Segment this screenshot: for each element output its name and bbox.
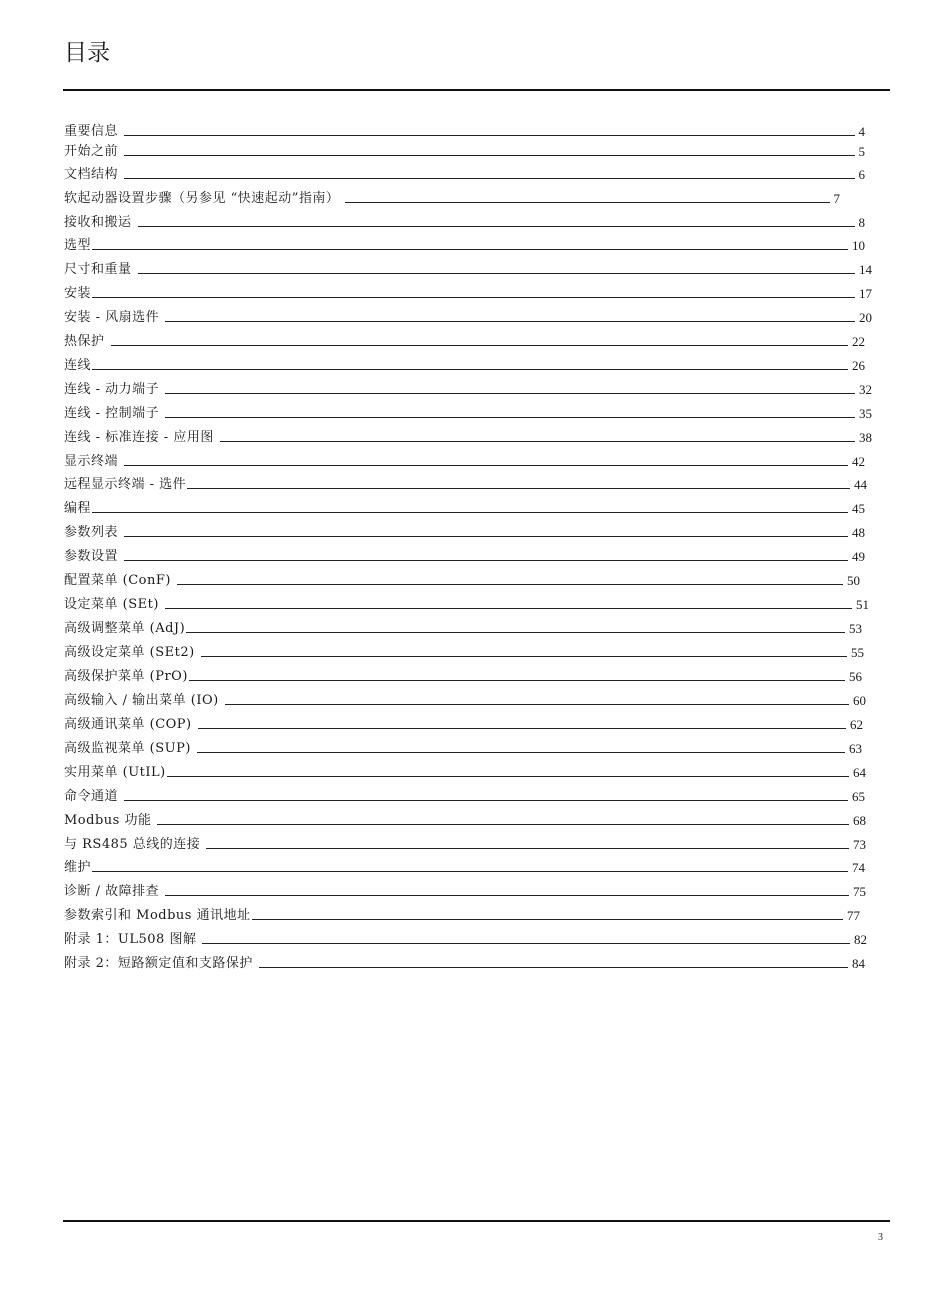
toc-entry-page: 10	[852, 238, 865, 253]
toc-entry[interactable]	[64, 500, 865, 518]
toc-entry-label: 实用菜单 (UtIL)	[64, 765, 166, 780]
toc-entry[interactable]	[64, 692, 866, 710]
toc-entry-page: 50	[847, 573, 860, 588]
toc-leader-line	[138, 273, 855, 274]
toc-entry-label: 显示终端	[64, 454, 119, 469]
toc-leader-line	[345, 202, 829, 203]
toc-leader-line	[206, 848, 849, 849]
toc-leader-line	[201, 656, 847, 657]
toc-entry-label: 命令通道	[64, 789, 119, 804]
toc-entry-label: 接收和搬运	[64, 215, 132, 230]
toc-entry-label: 开始之前	[64, 144, 119, 159]
toc-entry[interactable]	[64, 931, 867, 949]
toc-entry-page: 38	[859, 430, 872, 445]
toc-entry-label: 编程	[64, 501, 92, 516]
toc-leader-line	[92, 369, 848, 370]
toc-leader-line	[186, 632, 845, 633]
toc-entry-label: 参数设置	[64, 549, 119, 564]
toc-entry-page: 32	[859, 382, 872, 397]
toc-entry-label: 远程显示终端 - 选件	[64, 477, 187, 492]
toc-entry[interactable]	[64, 596, 869, 614]
toc-entry-page: 64	[853, 765, 866, 780]
toc-entry[interactable]	[64, 285, 872, 303]
footer-divider	[63, 1220, 890, 1222]
toc-entry-label: 参数列表	[64, 525, 119, 540]
header-divider	[63, 89, 890, 91]
toc-entry-page: 62	[850, 717, 863, 732]
toc-leader-line	[165, 393, 855, 394]
toc-entry[interactable]	[64, 309, 872, 327]
toc-leader-line	[202, 943, 850, 944]
toc-entry[interactable]	[64, 907, 860, 925]
toc-entry[interactable]	[64, 405, 872, 423]
toc-leader-line	[124, 800, 848, 801]
toc-leader-line	[252, 919, 843, 920]
toc-entry-label: 连线 - 控制端子	[64, 406, 160, 421]
toc-entry-page: 42	[852, 454, 865, 469]
toc-leader-line	[165, 417, 855, 418]
toc-entry[interactable]	[64, 476, 867, 494]
toc-entry-label: 附录 1：UL508 图解	[64, 932, 197, 947]
toc-entry-page: 7	[833, 191, 840, 206]
toc-entry[interactable]	[64, 548, 865, 566]
toc-entry[interactable]	[64, 644, 864, 662]
toc-entry-label: 连线	[64, 358, 92, 373]
toc-entry-page: 20	[859, 310, 872, 325]
toc-leader-line	[111, 345, 848, 346]
toc-entry-page: 26	[852, 358, 865, 373]
toc-entry-label: 参数索引和 Modbus 通讯地址	[64, 908, 251, 923]
toc-entry-page: 56	[849, 669, 862, 684]
toc-entry-label: 设定菜单 (SEt)	[64, 597, 159, 612]
toc-leader-line	[167, 776, 849, 777]
toc-entry-label: 高级调整菜单 (AdJ)	[64, 621, 186, 636]
toc-leader-line	[124, 536, 848, 537]
toc-leader-line	[124, 178, 854, 179]
toc-entry-page: 65	[852, 789, 865, 804]
toc-entry-page: 55	[851, 645, 864, 660]
toc-leader-line	[259, 967, 848, 968]
toc-entry-page: 17	[859, 286, 872, 301]
toc-entry[interactable]	[64, 524, 865, 542]
toc-leader-line	[197, 752, 845, 753]
toc-entry-label: 高级输入 / 输出菜单 (IO)	[64, 693, 219, 708]
toc-entry[interactable]	[64, 453, 865, 471]
toc-entry-page: 45	[852, 501, 865, 516]
toc-entry-label: 高级设定菜单 (SEt2)	[64, 645, 195, 660]
toc-leader-line	[220, 441, 855, 442]
toc-entry[interactable]	[64, 166, 865, 184]
toc-entry-label: 高级通讯菜单 (COP)	[64, 717, 192, 732]
toc-entry-label: 重要信息	[64, 124, 119, 139]
toc-entry-page: 51	[856, 597, 869, 612]
toc-entry-page: 6	[858, 167, 865, 182]
toc-leader-line	[92, 512, 848, 513]
toc-entry[interactable]	[64, 261, 872, 279]
toc-entry[interactable]	[64, 237, 865, 255]
toc-entry[interactable]	[64, 381, 872, 399]
toc-leader-line	[138, 226, 855, 227]
toc-entry-label: 维护	[64, 860, 92, 875]
toc-entry-page: 8	[858, 215, 865, 230]
toc-leader-line	[198, 728, 846, 729]
toc-entry-page: 5	[858, 144, 865, 159]
toc-leader-line	[225, 704, 849, 705]
toc-entry[interactable]	[64, 143, 865, 161]
toc-entry-label: 附录 2：短路额定值和支路保护	[64, 956, 253, 971]
toc-entry-page: 77	[847, 908, 860, 923]
toc-leader-line	[124, 155, 854, 156]
toc-entry-page: 35	[859, 406, 872, 421]
toc-entry-page: 74	[852, 860, 865, 875]
toc-leader-line	[124, 135, 854, 136]
toc-entry-page: 4	[858, 124, 865, 139]
toc-leader-line	[92, 297, 855, 298]
toc-entry-page: 68	[853, 813, 866, 828]
toc-entry[interactable]	[64, 836, 866, 854]
toc-entry-label: 文档结构	[64, 167, 119, 182]
toc-entry-page: 75	[853, 884, 866, 899]
toc-entry[interactable]	[64, 668, 862, 686]
page-title: 目录	[64, 40, 110, 66]
toc-entry-label: 热保护	[64, 334, 105, 349]
toc-entry-page: 22	[852, 334, 865, 349]
toc-entry[interactable]	[64, 716, 863, 734]
toc-entry-page: 53	[849, 621, 862, 636]
toc-leader-line	[165, 608, 852, 609]
toc-entry-label: 安装 - 风扇选件	[64, 310, 160, 325]
toc-entry-label: Modbus 功能	[64, 813, 152, 828]
toc-leader-line	[157, 824, 849, 825]
toc-leader-line	[165, 321, 855, 322]
toc-entry-page: 73	[853, 837, 866, 852]
toc-entry-page: 44	[854, 477, 867, 492]
toc-entry[interactable]	[64, 333, 865, 351]
toc-entry[interactable]	[64, 214, 865, 232]
toc-entry-label: 诊断 / 故障排查	[64, 884, 160, 899]
toc-entry-label: 尺寸和重量	[64, 262, 132, 277]
toc-entry-label: 高级保护菜单 (PrO)	[64, 669, 188, 684]
toc-entry-page: 48	[852, 525, 865, 540]
toc-entry-label: 与 RS485 总线的连接	[64, 837, 201, 852]
toc-entry[interactable]	[64, 620, 862, 638]
toc-entry-label: 配置菜单 (ConF)	[64, 573, 171, 588]
toc-leader-line	[124, 465, 848, 466]
toc-leader-line	[177, 584, 843, 585]
toc-entry[interactable]	[64, 764, 866, 782]
toc-leader-line	[189, 680, 845, 681]
toc-entry[interactable]	[64, 955, 865, 973]
toc-leader-line	[187, 488, 850, 489]
toc-entry[interactable]	[64, 883, 866, 901]
toc-entry[interactable]	[64, 190, 840, 208]
toc-entry-page: 82	[854, 932, 867, 947]
toc-entry[interactable]	[64, 572, 860, 590]
toc-entry[interactable]	[64, 429, 872, 447]
toc-entry-page: 63	[849, 741, 862, 756]
toc-entry-page: 60	[853, 693, 866, 708]
toc-leader-line	[124, 560, 848, 561]
toc-entry-label: 软起动器设置步骤（另参见 “快速起动”指南）	[64, 191, 340, 206]
toc-leader-line	[92, 871, 848, 872]
toc-entry-label: 连线 - 动力端子	[64, 382, 160, 397]
toc-entry-label: 安装	[64, 286, 92, 301]
footer-page-number: 3	[878, 1232, 883, 1243]
toc-entry-page: 49	[852, 549, 865, 564]
toc-leader-line	[92, 249, 848, 250]
toc-entry-label: 选型	[64, 238, 92, 253]
toc-entry[interactable]	[64, 788, 865, 806]
toc-entry-page: 14	[859, 262, 872, 277]
toc-entry[interactable]	[64, 123, 865, 141]
toc-entry[interactable]	[64, 812, 866, 830]
toc-entry[interactable]	[64, 859, 865, 877]
toc-entry[interactable]	[64, 357, 865, 375]
toc-entry-page: 84	[852, 956, 865, 971]
toc-leader-line	[165, 895, 849, 896]
toc-entry[interactable]	[64, 740, 862, 758]
toc-entry-label: 连线 - 标准连接 - 应用图	[64, 430, 214, 445]
toc-entry-label: 高级监视菜单 (SUP)	[64, 741, 191, 756]
